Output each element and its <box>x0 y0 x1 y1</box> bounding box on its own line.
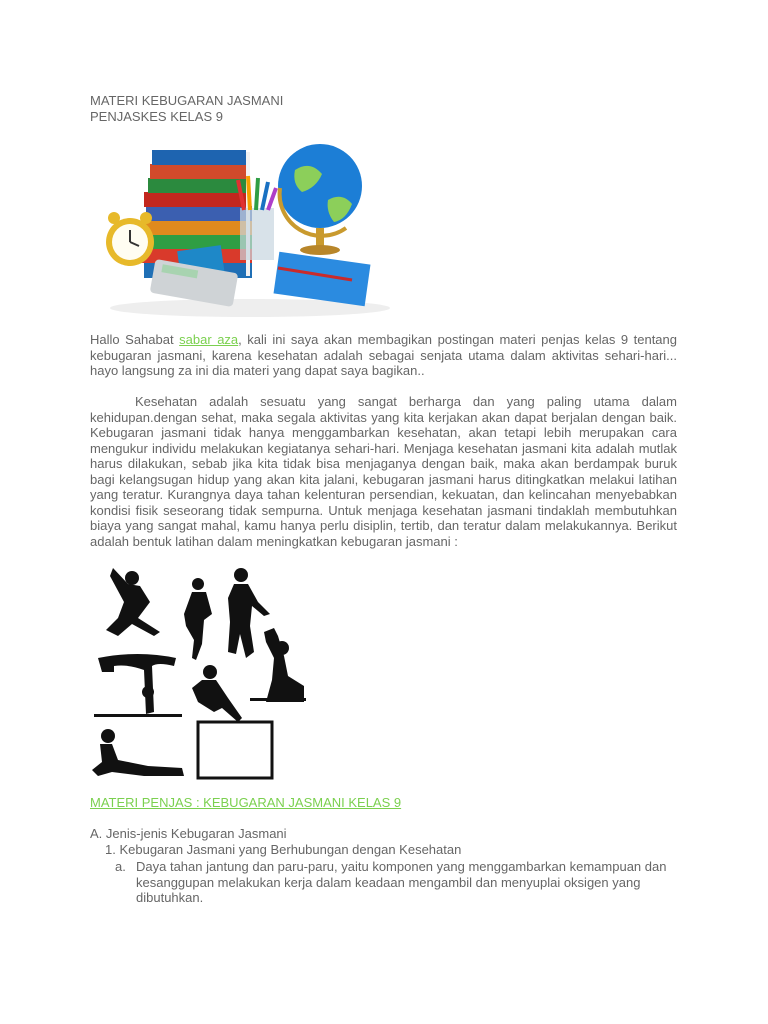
list-item-a-text: Daya tahan jantung dan paru-paru, yaitu komponen yang menggambarkan kemampuan dan kesanggupan melakukan kerja dalam keadaan mengambil dan menyuplai oksigen yang dibutuhkan. <box>136 859 667 905</box>
list-item-1: 1. Kebugaran Jasmani yang Berhubungan dengan Kesehatan <box>105 842 462 857</box>
exercise-silhouettes-image <box>88 562 310 784</box>
lunge-figure <box>106 568 160 636</box>
title-line-2: PENJASKES KELAS 9 <box>90 109 223 124</box>
intro-suffix: , kali ini saya akan membagikan postingan materi penjas kelas 9 tentang kebugaran jasmani, karena kesehatan adalah sebagai senjata utama dalam aktivitas sehari-hari... hayo langsung za ini dia materi yang dapat saya bagikan.. <box>90 332 677 378</box>
bridge-figure <box>94 654 182 717</box>
school-supplies-illustration <box>90 130 390 320</box>
runner-figure-1 <box>184 578 212 660</box>
sabar-aza-link[interactable]: sabar aza <box>179 332 239 347</box>
materi-penjas-heading-link[interactable]: MATERI PENJAS : KEBUGARAN JASMANI KELAS 9 <box>90 795 402 810</box>
stretch-figure <box>250 628 306 702</box>
body-paragraph: Kesehatan adalah sesuatu yang sangat berharga dan yang paling utama dalam kehidupan.dengan sehat, maka segala aktivitas yang kita kerjakan akan dapat berjalan dengan baik. Kebugaran jasmani tidak hanya menggambarkan kesehatan, akan tetapi lebih merupakan cara mengukur individu melakukan kegiatanya sehari-hari. Menjaga kesehatan jasmani kita adalah mutlak harus dilakukan, sebab jika kita tidak bisa menjaganya dengan baik, maka akan berdampak buruk bagi kelangsugan hidup yang akan kita jalani, kebugaran jasmani harus ditingkatkan melakui latihan yang teratur. Kurangnya daya tahan kelenturan persendian, kekuatan, dan kelincahan menyebabkan kondisi fisik seseorang tidak sempurna. Untuk menjaga kesehatan jasmani tindaklah membutuhkan biaya yang sangat mahal, kamu hanya perlu disiplin, tertib, dan teratur dalam melakukannya. Berikut adalah bentuk latihan dalam meningkatkan kebugaran jasmani : <box>90 394 677 549</box>
title-line-1: MATERI KEBUGARAN JASMANI <box>90 93 284 108</box>
intro-prefix: Hallo Sahabat <box>90 332 180 347</box>
box-outline <box>198 722 272 778</box>
document-title <box>90 93 283 125</box>
cobra-figure <box>92 729 184 776</box>
list-marker-a: a. <box>115 859 126 874</box>
seated-stretch-figure <box>192 665 242 722</box>
runner-figure-2 <box>228 568 270 658</box>
intro-paragraph <box>90 332 677 379</box>
section-a-heading: A. Jenis-jenis Kebugaran Jasmani <box>90 826 287 841</box>
